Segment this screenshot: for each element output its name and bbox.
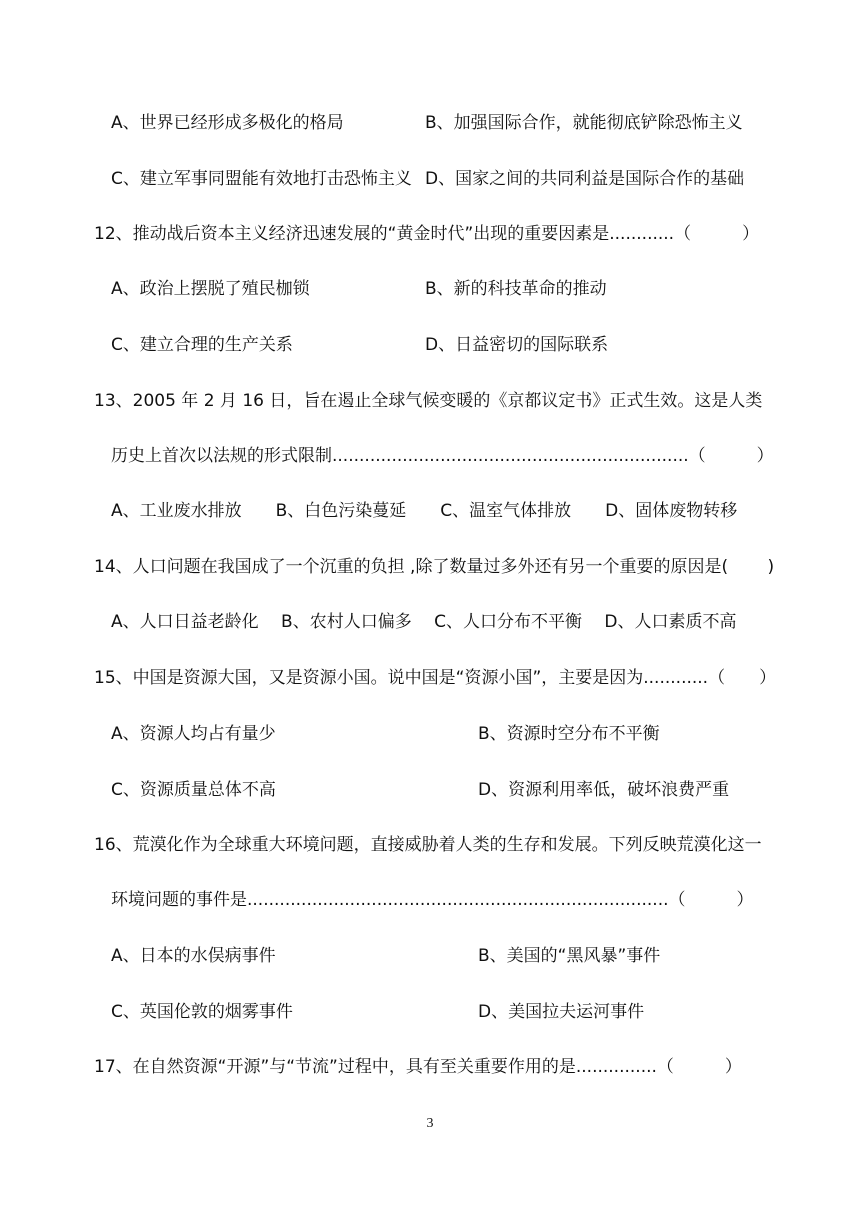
q13-stem-line2: 历史上首次以法规的形式限制..................................................................（ ） bbox=[111, 446, 774, 466]
page-number: 3 bbox=[426, 1116, 434, 1131]
q15-option-a: A、资源人均占有量少 bbox=[111, 724, 276, 744]
q11-option-b: B、加强国际合作，就能彻底铲除恐怖主义 bbox=[425, 113, 743, 133]
q12-stem: 12、推动战后资本主义经济迅速发展的“黄金时代”出现的重要因素是............（ ） bbox=[94, 224, 760, 244]
q15-stem: 15、中国是资源大国，又是资源小国。说中国是“资源小国”，主要是因为............（ ） bbox=[94, 668, 777, 688]
q16-stem-line2: 环境问题的事件是..............................................................................（ ） bbox=[111, 890, 754, 910]
q16-option-a: A、日本的水俣病事件 bbox=[111, 946, 276, 966]
q15-option-d: D、资源利用率低，破坏浪费严重 bbox=[478, 780, 730, 800]
q16-option-b: B、美国的“黑风暴”事件 bbox=[478, 946, 661, 966]
q14-options: A、人口日益老龄化 B、农村人口偏多 C、人口分布不平衡 D、人口素质不高 bbox=[111, 612, 737, 632]
q12-option-a: A、政治上摆脱了殖民枷锁 bbox=[111, 279, 310, 299]
q11-option-a: A、世界已经形成多极化的格局 bbox=[111, 113, 344, 133]
q16-option-d: D、美国拉夫运河事件 bbox=[478, 1002, 645, 1022]
q12-option-c: C、建立合理的生产关系 bbox=[111, 335, 293, 355]
q13-options: A、工业废水排放 B、白色污染蔓延 C、温室气体排放 D、固体废物转移 bbox=[111, 501, 738, 521]
q12-option-b: B、新的科技革命的推动 bbox=[425, 279, 607, 299]
q16-stem-line1: 16、荒漠化作为全球重大环境问题，直接威胁着人类的生存和发展。下列反映荒漠化这一 bbox=[94, 835, 762, 855]
q16-option-c: C、英国伦敦的烟雾事件 bbox=[111, 1002, 293, 1022]
q13-stem-line1: 13、2005 年 2 月 16 日，旨在遏止全球气候变暖的《京都议定书》正式生效。这是人类 bbox=[94, 391, 763, 411]
q17-stem: 17、在自然资源“开源”与“节流”过程中，具有至关重要作用的是...............（ ） bbox=[94, 1057, 742, 1077]
q11-option-d: D、国家之间的共同利益是国际合作的基础 bbox=[425, 169, 745, 189]
q11-option-c: C、建立军事同盟能有效地打击恐怖主义 bbox=[111, 169, 412, 189]
q14-stem: 14、人口问题在我国成了一个沉重的负担 ,除了数量过多外还有另一个重要的原因是( ) bbox=[94, 557, 775, 577]
q15-option-b: B、资源时空分布不平衡 bbox=[478, 724, 660, 744]
q12-option-d: D、日益密切的国际联系 bbox=[425, 335, 609, 355]
q15-option-c: C、资源质量总体不高 bbox=[111, 780, 276, 800]
